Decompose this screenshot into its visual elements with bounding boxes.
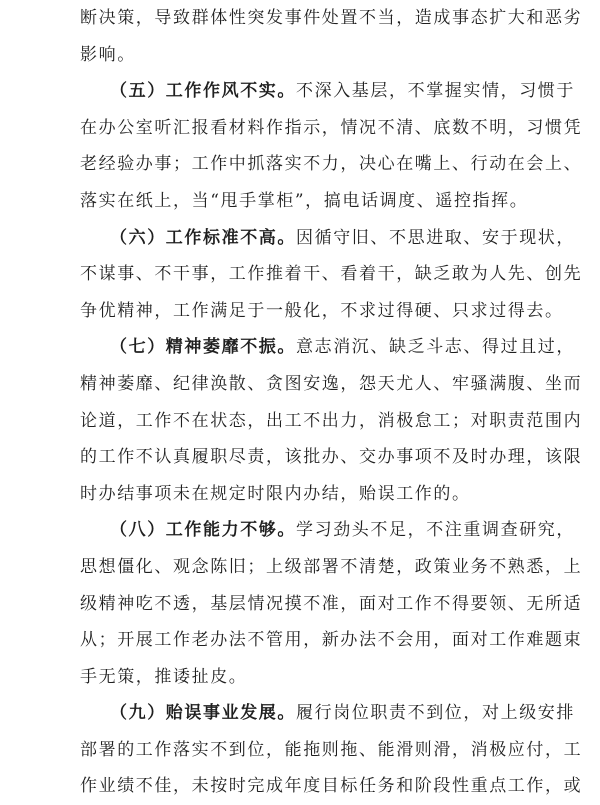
paragraph-first-line xyxy=(80,695,575,732)
section-heading: （七）精神萎靡不振。 xyxy=(110,337,296,358)
text-line: 论道，工作不在状态，出工不出力，消极怠工；对职责范围内 xyxy=(80,410,583,431)
text-line: 争优精神，工作满足于一般化，不求过得硬、只求过得去。 xyxy=(80,300,564,321)
section-heading: （五）工作作风不实。 xyxy=(110,81,296,102)
section-heading: （六）工作标准不高。 xyxy=(110,227,296,248)
text-line: 级精神吃不透，基层情况摸不准，面对工作不得要领、无所适 xyxy=(80,593,583,614)
text-line: 作业绩不佳，未按时完成年度目标任务和阶段性重点工作，或 xyxy=(80,776,583,797)
text-line: 时办结事项未在规定时限内办结，贻误工作的。 xyxy=(80,483,471,504)
text-line: 断决策，导致群体性突发事件处置不当，造成事态扩大和恶劣 xyxy=(80,8,583,28)
paragraph-first-line xyxy=(80,73,575,110)
text-span: 意志消沉、缺乏斗志、得过且过， xyxy=(296,337,575,358)
text-span: 履行岗位职责不到位，对上级安排 xyxy=(296,703,575,724)
section-heading: （八）工作能力不够。 xyxy=(110,520,296,541)
text-line: 思想僵化、观念陈旧；上级部署不清楚，政策业务不熟悉，上 xyxy=(80,556,583,577)
text-line: 不谋事、不干事，工作推着干、看着干，缺乏敢为人先、创先 xyxy=(80,264,583,285)
text-line: 手无策，推诿扯皮。 xyxy=(80,666,248,687)
paragraph-first-line xyxy=(80,220,575,257)
text-line: 从；开展工作老办法不管用，新办法不会用，面对工作难题束 xyxy=(80,630,583,651)
text-span: 学习劲头不足，不注重调查研究， xyxy=(296,520,575,541)
text-line: 影响。 xyxy=(80,44,136,65)
text-line: 落实在纸上，当“甩手掌柜”，搞电话调度、遥控指挥。 xyxy=(80,190,529,211)
paragraph-first-line xyxy=(80,512,575,549)
text-line: 老经验办事；工作中抓落实不力，决心在嘴上、行动在会上、 xyxy=(80,154,583,175)
text-span: 因循守旧、不思进取、安于现状， xyxy=(296,227,575,248)
text-line: 精神萎靡、纪律涣散、贪图安逸，怨天尤人、牢骚满腹、坐而 xyxy=(80,373,583,394)
text-line: 的工作不认真履职尽责，该批办、交办事项不及时办理，该限 xyxy=(80,447,583,468)
text-line: 在办公室听汇报看材料作指示，情况不清、底数不明，习惯凭 xyxy=(80,117,583,138)
section-heading: （九）贻误事业发展。 xyxy=(110,703,296,724)
text-span: 不深入基层，不掌握实情，习惯于 xyxy=(296,81,575,102)
paragraph-first-line xyxy=(80,329,575,366)
text-line: 部署的工作落实不到位，能拖则拖、能滑则滑，消极应付，工 xyxy=(80,739,583,760)
